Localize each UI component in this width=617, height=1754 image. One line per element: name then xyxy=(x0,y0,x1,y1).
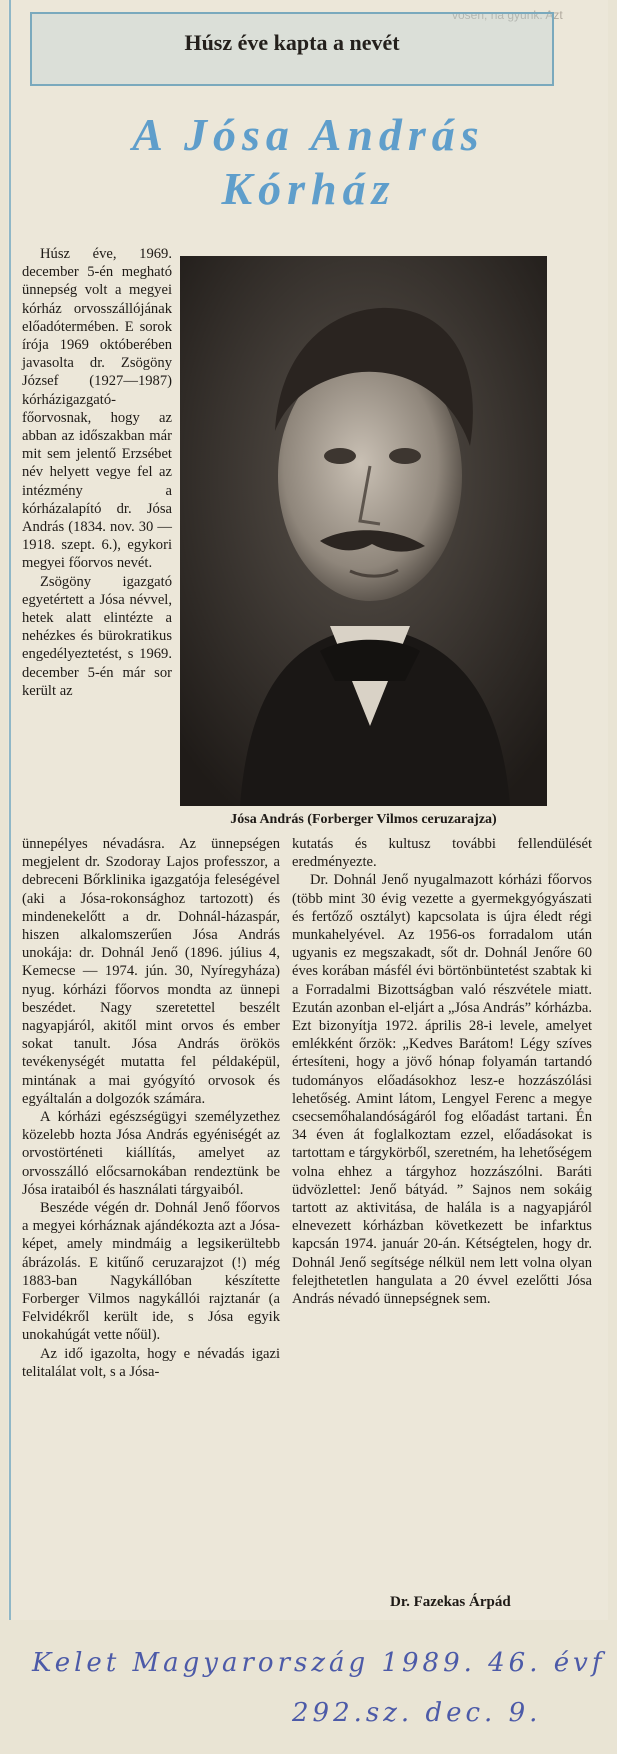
left-column xyxy=(22,835,280,1381)
handwritten-issue-note: 292.sz. dec. 9. xyxy=(292,1698,542,1728)
kicker-box xyxy=(30,12,554,86)
paragraph: Húsz éve, 1969. december 5-én megható ünnepség volt a megyei kórház orvosszállójának előadótermében. E sorok írója 1969 októberében javasolta dr. Zsögöny József (1927—1987) kórházigazgató-főorvosnak, hogy az abban az időszakban már mit sem jelentő Erzsébet név helyett vegye fel az intézmény a kórházalapító dr. Jósa András (1834. nov. 30 — 1918. szept. 6.), egykori megyei főorvos nevét. xyxy=(22,246,172,572)
bleed-through-text: vosen, na gyunk. Azt xyxy=(452,8,563,22)
paragraph: Beszéde végén dr. Dohnál Jenő főorvos a megyei kórháznak ajándékozta azt a Jósa-képet, amely mindmáig a legsikerültebb ábrázolás. E kitűnő ceruzarajzot (!) még 1883-ban Nagykállóban készítette Forberger Vilmos nagykállói rajztanár (a Felvidékről került ide, s Jósa egyik unokahúgát vette nőül). xyxy=(22,1200,280,1344)
headline-line1: A Jósa András xyxy=(132,109,485,160)
paragraph: A kórházi egészségügyi személyzethez közelebb hozta Jósa András egyéniségét az orvostörténeti kiállítás, amelyet az orvosszálló előcsarnokában rendeztünk be Jósa irataiból és használati tárgyaiból. xyxy=(22,1109,280,1198)
paragraph: Zsögöny igazgató egyetértett a Jósa névvel, hetek alatt elintézte a nehézkes és bürokratikus engedélyeztetést, s 1969. december 5-én már sor került az xyxy=(22,573,172,699)
paragraph: ünnepélyes névadásra. Az ünnepségen megjelent dr. Szodoray Lajos professzor, a debreceni Bőrklinika igazgatója feleségével (aki a Jósa-rokonsághoz tartozott) és mindenekelőtt a dr. Dohnál-házaspár, hiszen alkalomszerűen Jósa András unokája: dr. Dohnál Jenő (1896. július 4, Kemecse — 1974. jún. 30, Nyíregyháza) nyug. kórházi főorvos mondta az ünnepi beszédet. Nagy szeretettel beszélt nagyapjáról, akitől mint orvos és ember sokat tanult. Jósa András örökös tevékenységét mutatta fel példaképül, mintának a mai gyógyító orvosok és egyáltalán a dolgozók számára. xyxy=(22,836,280,1107)
right-column xyxy=(292,835,592,1308)
paragraph: Az idő igazolta, hogy e névadás igazi telitalálat volt, s a Jósa- xyxy=(22,1345,280,1380)
headline-line2: Kórház xyxy=(221,163,396,214)
margin-rule xyxy=(9,0,11,1620)
kicker-title: Húsz éve kapta a nevét xyxy=(184,30,400,55)
photo-caption: Jósa András (Forberger Vilmos ceruzarajza) xyxy=(230,812,497,827)
paragraph: Dr. Dohnál Jenő nyugalmazott kórházi főorvos (több mint 30 évig vezette a gyermekgyógyászati és fertőző osztályt) kapcsolata is újra éledt régi munkahelyével. Az 1956-os forradalom után ugyanis ez megszakadt, sőt dr. Dohnál Jenőre 60 éves korában másfél évi börtönbüntetést szabtak ki a Forradalmi Bizottságban való részvétele miatt. Ezután azonban el-eljárt a „Jósa András” kórházba. Ezt bizonyítja 1972. április 28-i levele, amelyet emlékként őrzök: „Kedves Barátom! Légy szíves értesíteni, hogy a jövő hónap folyamán tartandó tudományos előadásokhoz lesz-e hozzászólási lehetőség. Amint látom, Lengyel Ferenc a megye csecsemőhalandóságáról fog előadást tartani. Én 34 éven át foglalkoztam ezzel, előadásokat is tartottam e tárgykörből, szeretném, ha lehetőségem volna ehhez a tárgyhoz hozzászólni. Baráti üdvözlettel: Jenő bátyád. ” Sajnos nem sokáig tartott az aktivitása, de halála is a nagyapjáról elnevezett kórházban következett be infarktus kapcsán 1974. január 20-án. Kétségtelen, hogy dr. Dohnál Jenő segítsége nélkül nem lett volna olyan felejthetetlen hangulata a 20 évvel ezelőtti Jósa András névadó ünnepségnek sem. xyxy=(292,872,592,1308)
intro-column xyxy=(22,245,172,700)
portrait-photo xyxy=(180,256,547,806)
paragraph: kutatás és kultusz további fellendülését eredményezte. xyxy=(292,836,592,871)
author-signature: Dr. Fazekas Árpád xyxy=(390,1594,511,1610)
handwritten-source-note: Kelet Magyarország 1989. 46. évf xyxy=(32,1648,606,1678)
